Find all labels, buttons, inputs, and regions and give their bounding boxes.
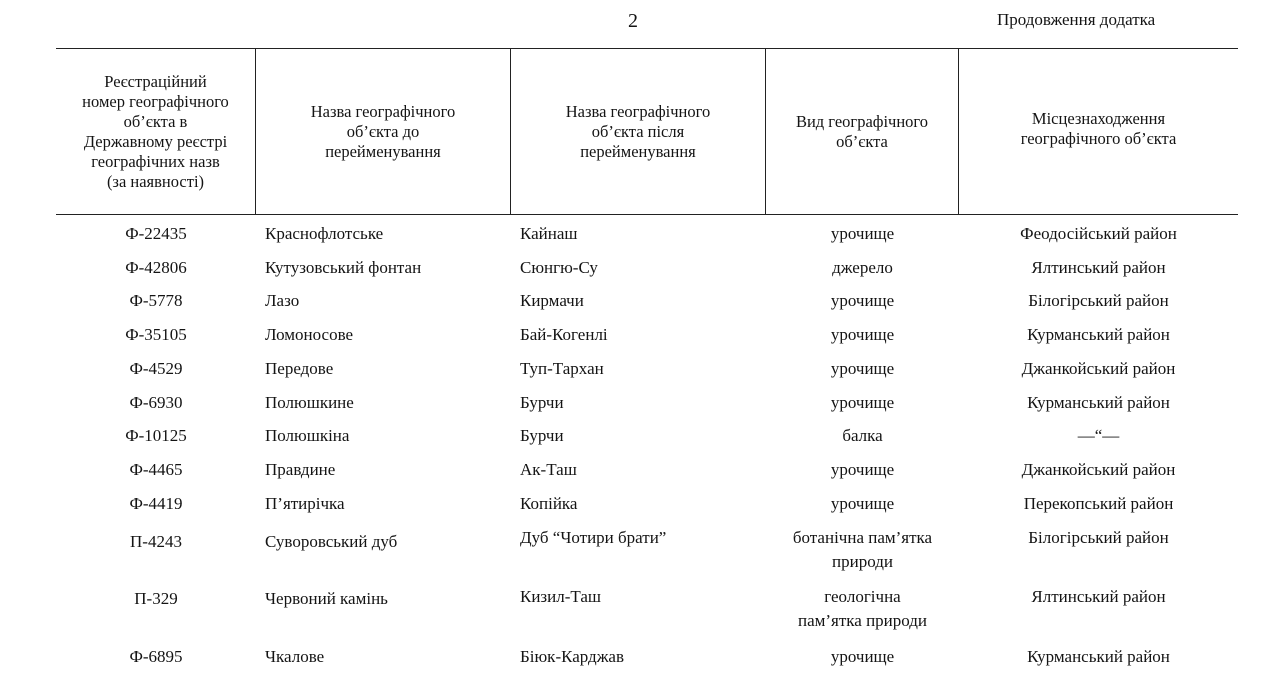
new-name: Бай-Когенлі [520, 325, 608, 344]
table-header [56, 48, 1238, 215]
reg-number: П-4243 [130, 532, 182, 551]
reg-number: Ф-4529 [129, 359, 183, 378]
reg-number: Ф-6930 [129, 393, 183, 412]
header-object-type: Вид географічного об’єкта [766, 49, 959, 214]
new-name: Бурчи [520, 426, 564, 445]
object-type: ботанічна пам’ятка природи [792, 528, 933, 571]
reg-number: Ф-35105 [125, 325, 187, 344]
new-name: Біюк-Карджав [520, 647, 625, 666]
object-type: урочище [830, 494, 895, 513]
object-type: урочище [830, 325, 895, 344]
object-type: балка [842, 426, 883, 445]
location: —“— [1077, 426, 1120, 445]
reg-number: Ф-4419 [129, 494, 183, 513]
old-name: Полюшкине [265, 393, 354, 412]
location: Білогірський район [1028, 291, 1169, 310]
old-name: Кутузовський фонтан [265, 258, 422, 277]
location: Джанкойський район [1021, 460, 1176, 479]
reg-number: П-329 [134, 589, 178, 608]
old-name: Передове [265, 359, 334, 378]
reg-number: Ф-22435 [125, 224, 187, 243]
old-name: Полюшкіна [265, 426, 350, 445]
new-name: Кайнаш [520, 224, 578, 243]
location: Феодосійський район [1020, 224, 1177, 243]
header-name-before: Назва географічного об’єкта до перейменування [256, 49, 511, 214]
object-type: урочище [830, 291, 895, 310]
location: Перекопський район [1023, 494, 1174, 513]
new-name: Туп-Тархан [520, 359, 604, 378]
location: Ялтинський район [1031, 587, 1166, 606]
reg-number: Ф-6895 [129, 647, 183, 666]
old-name: Правдине [265, 460, 336, 479]
new-name: Бурчи [520, 393, 564, 412]
old-name: Краснофлотське [265, 224, 384, 243]
page-number: 2 [628, 10, 638, 32]
old-name: Суворовський дуб [265, 532, 398, 551]
location: Ялтинський район [1031, 258, 1166, 277]
reg-number: Ф-10125 [125, 426, 187, 445]
new-name: Кирмачи [520, 291, 584, 310]
object-type: урочище [830, 647, 895, 666]
new-name: Копійка [520, 494, 578, 513]
old-name: Червоний камінь [265, 589, 388, 608]
continuation-note: Продовження додатка [997, 10, 1156, 29]
old-name: Лазо [265, 291, 300, 310]
object-type: урочище [830, 359, 895, 378]
header-reg-number: Реєстраційний номер географічного об’єкта в Державному реєстрі географічних назв (за наявності) [56, 49, 256, 214]
reg-number: Ф-4465 [129, 460, 183, 479]
location: Курманський район [1027, 393, 1170, 412]
old-name: Ломоносове [265, 325, 354, 344]
location: Білогірський район [1028, 528, 1169, 547]
reg-number: Ф-5778 [129, 291, 183, 310]
header-name-after: Назва географічного об’єкта після перейменування [511, 49, 766, 214]
new-name: Сюнгю-Су [520, 258, 598, 277]
old-name: Чкалове [265, 647, 325, 666]
object-type: геологічна пам’ятка природи [797, 587, 928, 630]
object-type: урочище [830, 393, 895, 412]
location: Курманський район [1027, 325, 1170, 344]
object-type: урочище [830, 224, 895, 243]
object-type: урочище [830, 460, 895, 479]
header-location: Місцезнаходження географічного об’єкта [1020, 108, 1177, 148]
new-name: Кизил-Таш [520, 587, 601, 606]
new-name: Ак-Таш [520, 460, 577, 479]
reg-number: Ф-42806 [125, 258, 187, 277]
location: Джанкойський район [1021, 359, 1176, 378]
location: Курманський район [1027, 647, 1170, 666]
object-type: джерело [832, 258, 893, 277]
new-name: Дуб “Чотири брати” [520, 528, 667, 547]
old-name: П’ятирічка [265, 494, 345, 513]
